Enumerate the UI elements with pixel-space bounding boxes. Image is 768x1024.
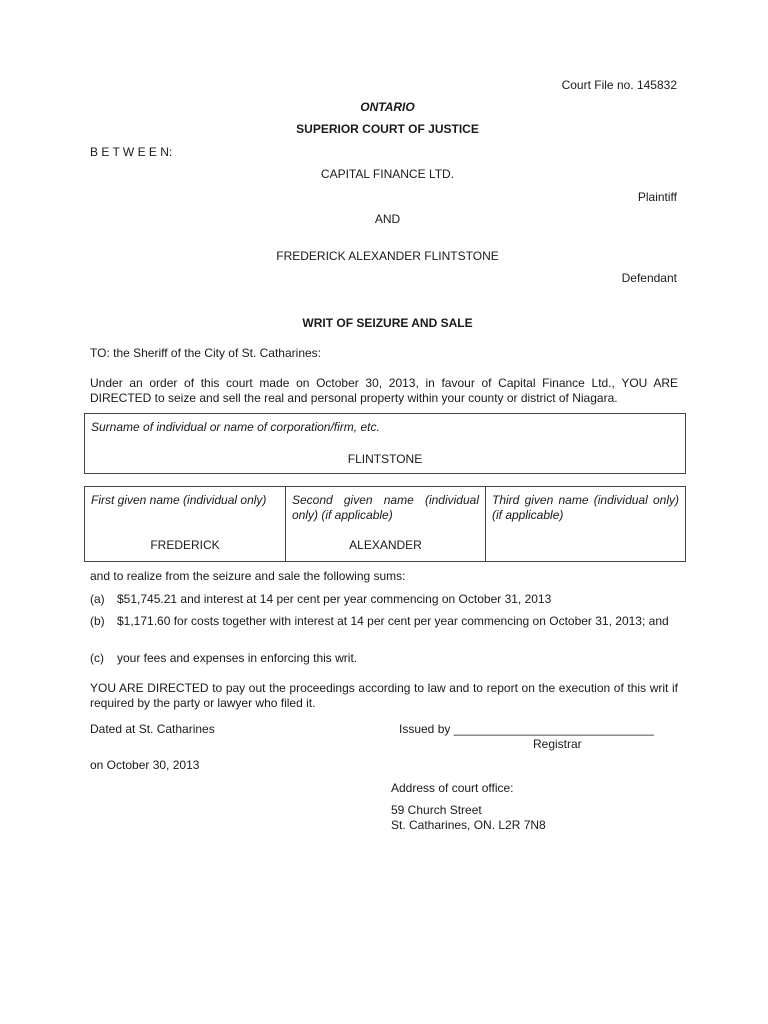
court-office-label: Address of court office: <box>391 781 514 795</box>
given-names-box <box>84 486 686 562</box>
surname-box <box>84 413 686 474</box>
sum-item-label: (a) <box>90 592 105 606</box>
first-name-value: FREDERICK <box>150 538 220 552</box>
direction-paragraph: YOU ARE DIRECTED to pay out the proceedings according to law and to report on the execution of this writ if required by the party or lawyer who filed it. <box>90 681 678 710</box>
dated-at: Dated at St. Catharines <box>90 722 215 736</box>
addressee: TO: the Sheriff of the City of St. Catharines: <box>90 346 321 360</box>
sum-item-text: your fees and expenses in enforcing this writ. <box>117 651 358 665</box>
defendant-label: Defendant <box>621 271 677 285</box>
second-name-value: ALEXANDER <box>349 538 422 552</box>
defendant-name: FREDERICK ALEXANDER FLINTSTONE <box>276 249 499 263</box>
registrar-label: Registrar <box>533 737 582 751</box>
court-office-city: St. Catharines, ON. L2R 7N8 <box>391 818 546 832</box>
surname-value: FLINTSTONE <box>347 452 423 466</box>
sum-item-label: (c) <box>90 651 104 665</box>
third-name-label: Third given name (individual only) (if applicable) <box>492 493 679 522</box>
sum-item-text: $51,745.21 and interest at 14 per cent per year commencing on October 31, 2013 <box>117 592 552 606</box>
court-office-street: 59 Church Street <box>391 803 482 817</box>
first-name-label: First given name (individual only) <box>91 493 267 507</box>
and-separator: AND <box>374 212 401 226</box>
third-name-cell <box>486 487 685 561</box>
writ-title: WRIT OF SEIZURE AND SALE <box>302 316 473 330</box>
sums-intro: and to realize from the seizure and sale the following sums: <box>90 569 406 583</box>
dated-on: on October 30, 2013 <box>90 758 200 772</box>
between-label: B E T W E E N: <box>90 145 173 159</box>
first-name-cell <box>85 487 286 561</box>
second-name-label: Second given name (individual only) (if applicable) <box>292 493 479 522</box>
second-name-cell <box>286 487 486 561</box>
order-paragraph: Under an order of this court made on October 30, 2013, in favour of Capital Finance Ltd., YOU ARE DIRECTED to seize and sell the real and personal property within your county or district of Niagara. <box>90 376 678 405</box>
province-heading: ONTARIO <box>360 100 415 114</box>
sum-item-text: $1,171.60 for costs together with interest at 14 per cent per year commencing on October 31, 2013; and <box>117 614 669 628</box>
court-heading: SUPERIOR COURT OF JUSTICE <box>296 122 479 136</box>
court-file-number: Court File no. 145832 <box>561 78 677 92</box>
surname-label: Surname of individual or name of corporation/firm, etc. <box>91 420 380 434</box>
sum-item-label: (b) <box>90 614 105 628</box>
plaintiff-name: CAPITAL FINANCE LTD. <box>320 167 455 181</box>
plaintiff-label: Plaintiff <box>637 190 677 204</box>
issued-by-line: Issued by ______________________________ <box>399 722 654 736</box>
